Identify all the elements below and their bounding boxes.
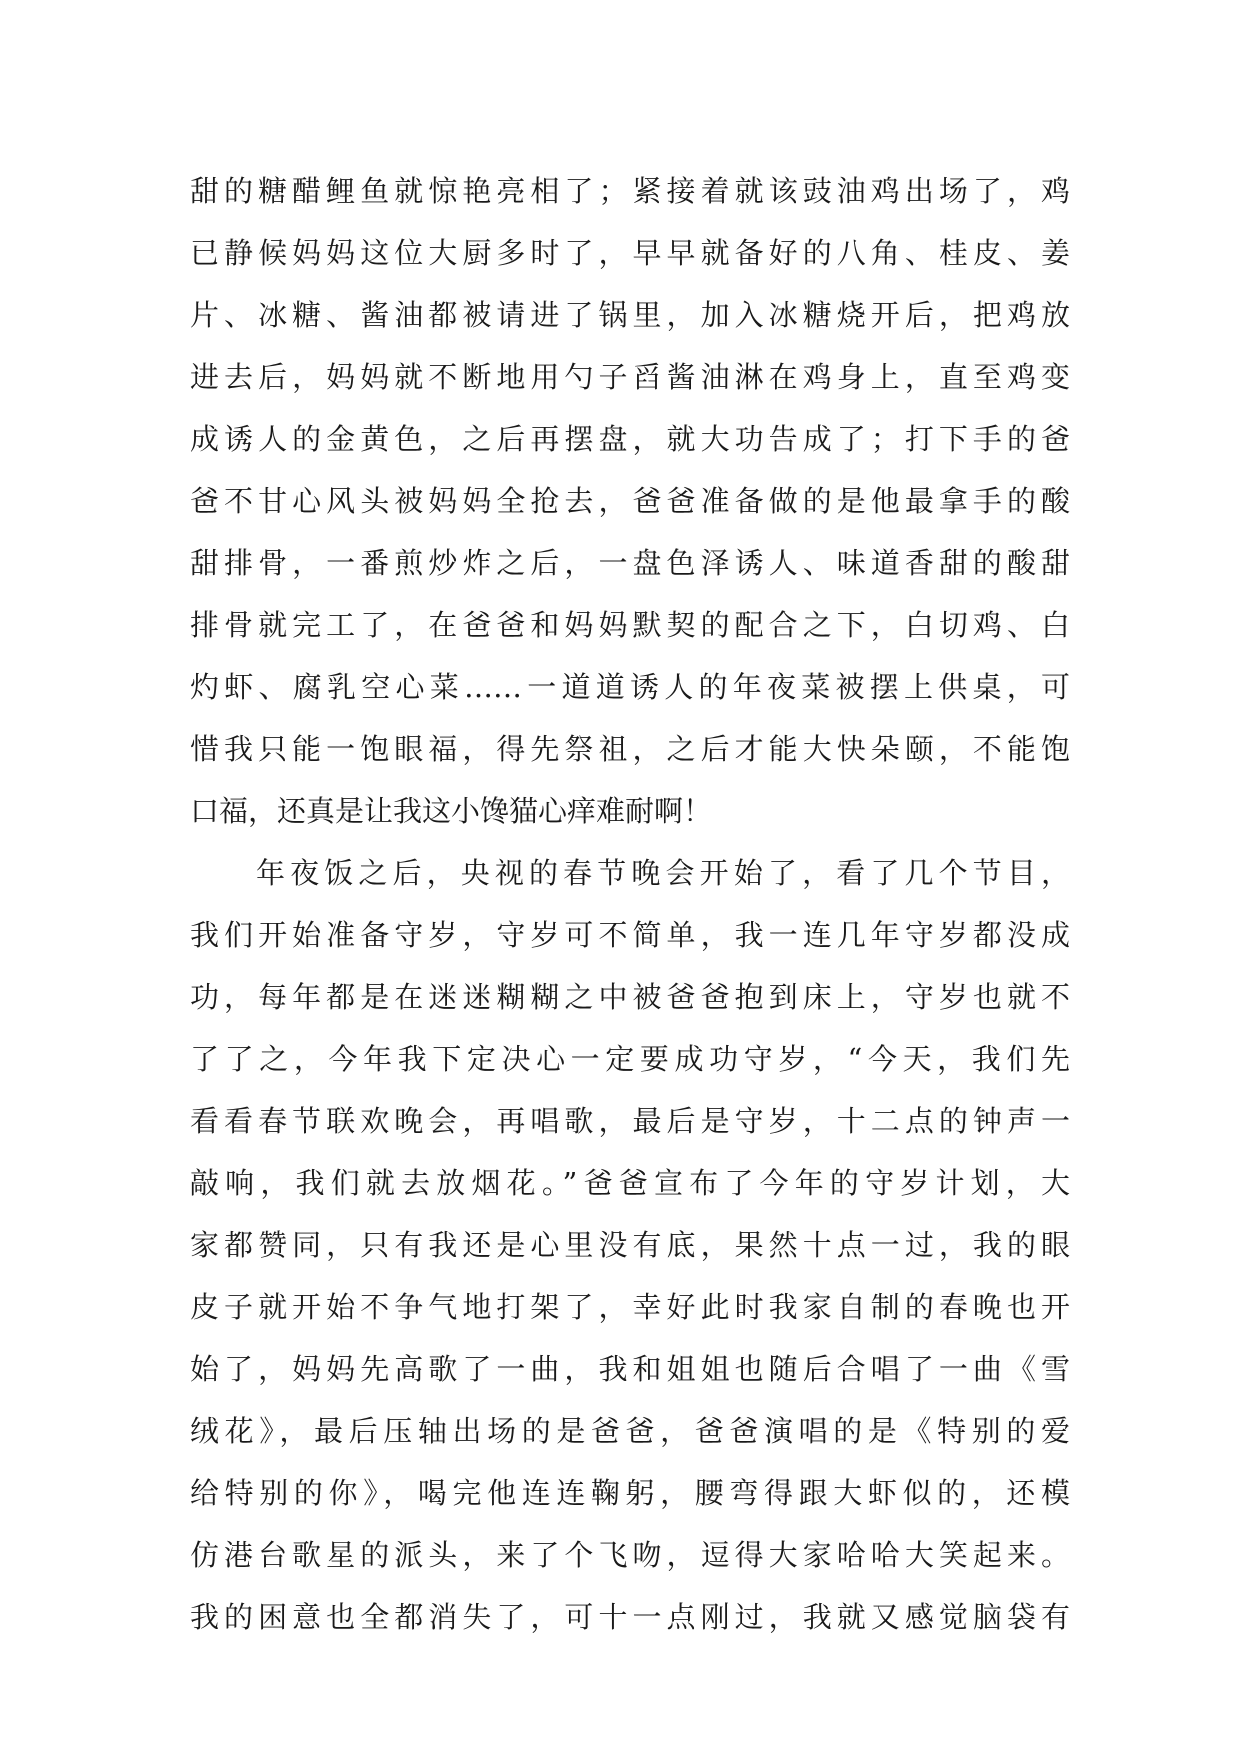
text-line: 我们开始准备守岁，守岁可不简单，我一连几年守岁都没成 [190, 918, 1070, 952]
text-line: 进去后，妈妈就不断地用勺子舀酱油淋在鸡身上，直至鸡变 [190, 360, 1070, 394]
text-line: 甜排骨，一番煎炒炸之后，一盘色泽诱人、味道香甜的酸甜 [190, 546, 1070, 580]
text-line: 给特别的你》，喝完他连连鞠躬，腰弯得跟大虾似的，还模 [190, 1476, 1070, 1510]
body-text [190, 160, 1070, 1648]
text-line: 仿港台歌星的派头，来了个飞吻，逗得大家哈哈大笑起来。 [190, 1538, 1070, 1572]
text-line: 爸不甘心风头被妈妈全抢去，爸爸准备做的是他最拿手的酸 [190, 484, 1070, 518]
paragraph-end-line: 口福，还真是让我这小馋猫心痒难耐啊！ [190, 794, 713, 828]
text-line: 我的困意也全都消失了，可十一点刚过，我就又感觉脑袋有 [190, 1600, 1070, 1634]
text-line: 了了之，今年我下定决心一定要成功守岁，“今天，我们先 [190, 1042, 1070, 1076]
text-line: 甜的糖醋鲤鱼就惊艳亮相了；紧接着就该豉油鸡出场了，鸡 [190, 174, 1070, 208]
text-line: 排骨就完工了，在爸爸和妈妈默契的配合之下，白切鸡、白 [190, 608, 1070, 642]
paragraph-start-line: 年夜饭之后，央视的春节晚会开始了，看了几个节目， [256, 856, 1070, 890]
text-line: 已静候妈妈这位大厨多时了，早早就备好的八角、桂皮、姜 [190, 236, 1070, 270]
text-line: 惜我只能一饱眼福，得先祭祖，之后才能大快朵颐，不能饱 [190, 732, 1070, 766]
text-line: 始了，妈妈先高歌了一曲，我和姐姐也随后合唱了一曲《雪 [190, 1352, 1070, 1386]
text-line: 灼虾、腐乳空心菜……一道道诱人的年夜菜被摆上供桌，可 [190, 670, 1070, 704]
text-line: 敲响，我们就去放烟花。”爸爸宣布了今年的守岁计划，大 [190, 1166, 1070, 1200]
text-line: 看看春节联欢晚会，再唱歌，最后是守岁，十二点的钟声一 [190, 1104, 1070, 1138]
text-line: 功，每年都是在迷迷糊糊之中被爸爸抱到床上，守岁也就不 [190, 980, 1070, 1014]
text-line: 成诱人的金黄色，之后再摆盘，就大功告成了；打下手的爸 [190, 422, 1070, 456]
text-line: 片、冰糖、酱油都被请进了锅里，加入冰糖烧开后，把鸡放 [190, 298, 1070, 332]
text-line: 家都赞同，只有我还是心里没有底，果然十点一过，我的眼 [190, 1228, 1070, 1262]
text-line: 皮子就开始不争气地打架了，幸好此时我家自制的春晚也开 [190, 1290, 1070, 1324]
text-line: 绒花》，最后压轴出场的是爸爸，爸爸演唱的是《特别的爱 [190, 1414, 1070, 1448]
